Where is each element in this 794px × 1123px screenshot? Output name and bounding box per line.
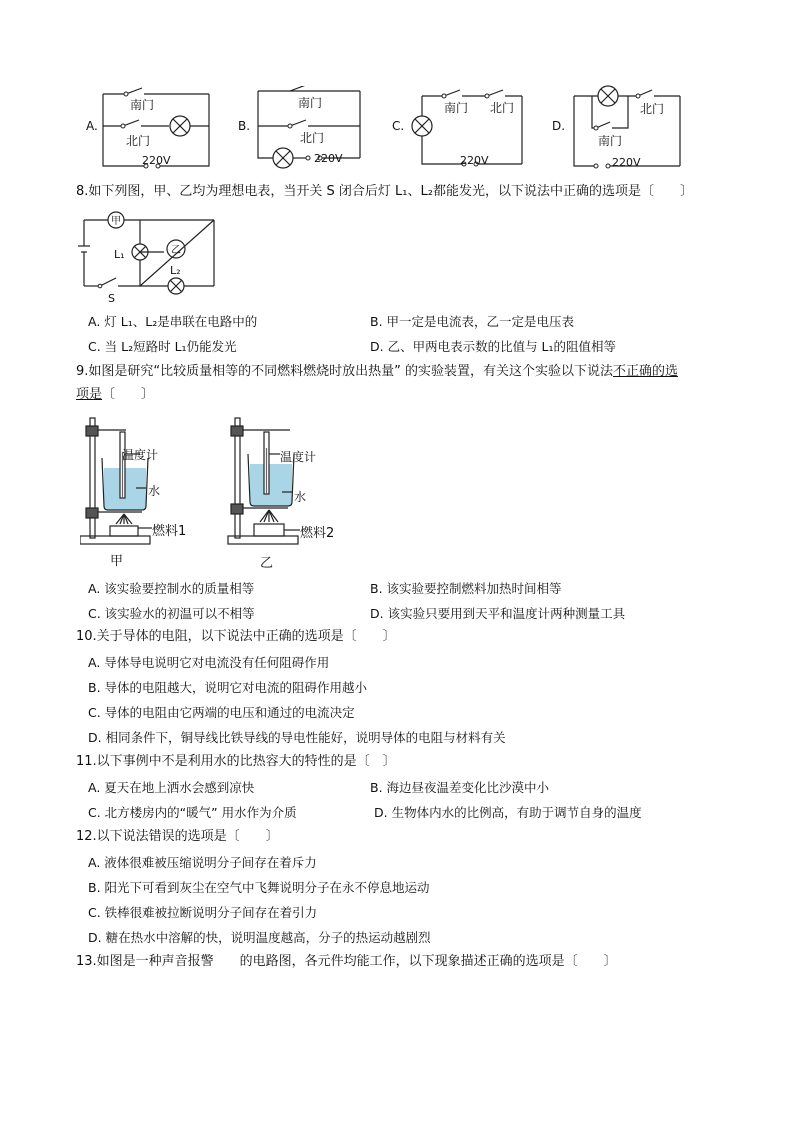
q8-circuit-svg bbox=[76, 206, 226, 306]
question-12-stem: 12.以下说法错误的选项是〔 〕 bbox=[76, 829, 279, 844]
q9-option-c: C. 该实验水的初温可以不相等 bbox=[88, 606, 255, 621]
q7-option-d-circuit bbox=[552, 82, 692, 174]
q10-option-d: D. 相同条件下，铜导线比铁导线的导电性能好，说明导体的电阻与材料有关 bbox=[88, 730, 506, 745]
apparatus-label-yi: 乙 bbox=[260, 556, 274, 571]
label-voltage: 220V bbox=[460, 154, 489, 167]
question-10-stem: 10.关于导体的电阻，以下说法中正确的选项是〔 〕 bbox=[76, 629, 396, 644]
q8-option-b: B. 甲一定是电流表，乙一定是电压表 bbox=[370, 314, 575, 329]
q10-option-b: B. 导体的电阻越大，说明它对电流的阻碍作用越小 bbox=[88, 680, 368, 695]
label-voltage: 220V bbox=[612, 156, 641, 169]
option-letter: A. bbox=[86, 119, 98, 133]
question-9-stem-line2 bbox=[76, 386, 154, 404]
thermometer-label-2: 温度计 bbox=[280, 450, 317, 464]
thermometer-label-1: 温度计 bbox=[122, 448, 159, 462]
q9-apparatus-svg bbox=[80, 412, 350, 572]
label-north-door: 北门 bbox=[490, 101, 515, 115]
q7-option-b-circuit bbox=[238, 86, 368, 172]
water-label-2: 水 bbox=[294, 490, 307, 504]
label-south-door: 南门 bbox=[130, 98, 155, 112]
q8-option-a: A. 灯 L₁、L₂是串联在电路中的 bbox=[88, 314, 258, 329]
q9-stem-text-b: 〔 〕 bbox=[102, 387, 155, 402]
label-north-door: 北门 bbox=[300, 131, 325, 145]
label-south-door: 南门 bbox=[598, 134, 623, 148]
q12-option-c: C. 铁棒很难被拉断说明分子间存在着引力 bbox=[88, 905, 318, 920]
water-label-1: 水 bbox=[148, 484, 161, 498]
switch-s-label: S bbox=[108, 292, 115, 305]
fuel-label-2: 燃料2 bbox=[300, 526, 335, 541]
q11-option-a: A. 夏天在地上洒水会感到凉快 bbox=[88, 780, 255, 795]
option-letter: B. bbox=[238, 119, 251, 133]
option-letter: C. bbox=[392, 119, 405, 133]
q10-option-a: A. 导体导电说明它对电流没有任何阻碍作用 bbox=[88, 655, 330, 670]
q8-option-d: D. 乙、甲两电表示数的比值与 L₁的阻值相等 bbox=[370, 339, 617, 354]
apparatus-label-jia: 甲 bbox=[110, 554, 124, 569]
meter-jia-label: 甲 bbox=[111, 216, 121, 227]
label-voltage: 220V bbox=[142, 154, 171, 167]
label-north-door: 北门 bbox=[640, 102, 665, 116]
q8-option-c: C. 当 L₂短路时 L₁仍能发光 bbox=[88, 339, 237, 354]
q9-option-d: D. 该实验只要用到天平和温度计两种测量工具 bbox=[370, 606, 626, 621]
q9-apparatus-figure bbox=[80, 412, 350, 572]
q9-stem-underline-b: 项是 bbox=[76, 387, 103, 402]
q12-option-d: D. 糖在热水中溶解的快，说明温度越高，分子的热运动越剧烈 bbox=[88, 930, 431, 945]
fuel-label-1: 燃料1 bbox=[152, 524, 187, 539]
question-13-stem: 13.如图是一种声音报警 的电路图，各元件均能工作，以下现象描述正确的选项是〔 〕 bbox=[76, 954, 617, 969]
question-11-stem: 11.以下事例中不是利用水的比热容大的特性的是〔 〕 bbox=[76, 754, 396, 769]
q11-option-b: B. 海边昼夜温差变化比沙漠中小 bbox=[370, 780, 550, 795]
q12-option-a: A. 液体很难被压缩说明分子间存在着斥力 bbox=[88, 855, 317, 870]
label-south-door: 南门 bbox=[298, 96, 323, 110]
option-letter: D. bbox=[552, 119, 566, 133]
label-north-door: 北门 bbox=[126, 134, 151, 148]
q9-option-a: A. 该实验要控制水的质量相等 bbox=[88, 581, 255, 596]
q11-option-c: C. 北方楼房内的“暖气” 用水作为介质 bbox=[88, 805, 297, 820]
label-south-door: 南门 bbox=[444, 101, 469, 115]
q7-option-a-circuit bbox=[86, 86, 216, 172]
q11-option-d: D. 生物体内水的比例高，有助于调节自身的温度 bbox=[374, 805, 642, 820]
q7-option-c-circuit bbox=[392, 86, 532, 172]
q9-option-b: B. 该实验要控制燃料加热时间相等 bbox=[370, 581, 562, 596]
question-8-stem: 8.如下列图，甲、乙均为理想电表，当开关 S 闭合后灯 L₁、L₂都能发光，以下说法中正确的选项是〔 〕 bbox=[76, 184, 693, 199]
question-9-stem bbox=[76, 363, 678, 381]
q9-stem-underline-a: 不正确的选 bbox=[613, 364, 679, 379]
lamp-l1-label: L₁ bbox=[114, 248, 125, 261]
q9-stem-text-a: 9.如图是研究“比较质量相等的不同燃料燃烧时放出热量” 的实验装置，有关这个实验以下说法 bbox=[76, 364, 614, 379]
q8-circuit-figure bbox=[76, 206, 226, 306]
q12-option-b: B. 阳光下可看到灰尘在空气中飞舞说明分子在永不停息地运动 bbox=[88, 880, 430, 895]
lamp-l2-label: L₂ bbox=[170, 264, 181, 277]
q10-option-c: C. 导体的电阻由它两端的电压和通过的电流决定 bbox=[88, 705, 355, 720]
meter-yi-label: 乙 bbox=[171, 245, 181, 256]
label-voltage: 220V bbox=[314, 152, 343, 165]
